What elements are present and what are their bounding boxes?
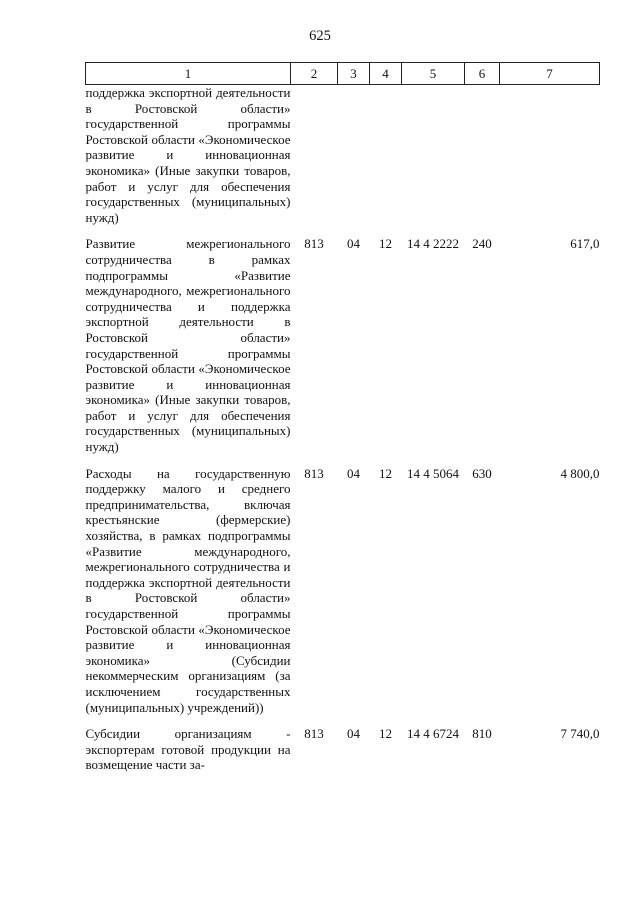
row-ministry-code: 813	[304, 726, 324, 742]
row-section-code	[338, 85, 370, 237]
row-section-code: 04	[347, 465, 360, 481]
column-header-2: 2	[291, 63, 338, 85]
row-target-code: 14 4 5064	[407, 465, 459, 481]
row-subsection-code	[370, 85, 402, 237]
row-section-code: 04	[347, 726, 360, 742]
row-target-code: 14 4 6724	[407, 726, 459, 742]
row-description: Субсидии организациям - экспортерам готовой продукции на возмещение части за-	[85, 726, 291, 773]
table-row	[86, 85, 600, 237]
row-subsection-code: 12	[379, 465, 392, 481]
table-row	[86, 726, 600, 784]
row-description: Расходы на государственную поддержку малого и среднего предпринимательства, включая крестьянские (фермерские) хозяйства, в рамках подпрограммы «Развитие международного, межрегионального сотрудничества и поддержка экспортной деятельности в Ростовской области» государственной программы Ростовской области «Экономическое развитие и инновационная экономика» (Субсидии некоммерческим организациям (за исключением государственных (муниципальных) учреждений))	[85, 465, 291, 715]
row-description: поддержка экспортной деятельности в Ростовской области» государственной программы Ростовской области «Экономическое развитие и инновационная экономика» (Иные закупки товаров, работ и услуг для обеспечения государственных (муниципальных) нужд)	[85, 85, 291, 225]
page-number: 625	[309, 28, 331, 44]
row-subsection-code: 12	[379, 726, 392, 742]
column-header-4: 4	[370, 63, 402, 85]
row-ministry-code: 813	[304, 236, 324, 252]
row-expense-type: 810	[472, 726, 492, 742]
row-expense-type	[465, 85, 500, 237]
row-ministry-code: 813	[304, 465, 324, 481]
row-section-code: 04	[347, 236, 360, 252]
row-ministry-code	[291, 85, 338, 237]
budget-table	[85, 62, 600, 784]
row-amount: 617,0	[570, 236, 600, 252]
column-header-5: 5	[402, 63, 465, 85]
column-header-1: 1	[86, 63, 291, 85]
row-expense-type: 630	[472, 465, 492, 481]
row-amount: 4 800,0	[560, 465, 600, 481]
row-amount	[500, 85, 600, 237]
column-header-6: 6	[465, 63, 500, 85]
table-row	[86, 236, 600, 465]
column-header-7: 7	[500, 63, 600, 85]
row-subsection-code: 12	[379, 236, 392, 252]
table-row	[86, 466, 600, 727]
row-description: Развитие межрегионального сотрудничества в рамках подпрограммы «Развитие международного, межрегионального сотрудничества и поддержка экспортной деятельности в Ростовской области» государственной программы Ростовской области «Экономическое развитие и инновационная экономика» (Иные закупки товаров, работ и услуг для обеспечения государственных (муниципальных) нужд)	[85, 236, 291, 455]
row-amount: 7 740,0	[560, 726, 600, 742]
row-target-code: 14 4 2222	[407, 236, 459, 252]
table-header-row	[86, 63, 600, 85]
row-target-code	[402, 85, 465, 237]
row-expense-type: 240	[472, 236, 492, 252]
column-header-3: 3	[338, 63, 370, 85]
